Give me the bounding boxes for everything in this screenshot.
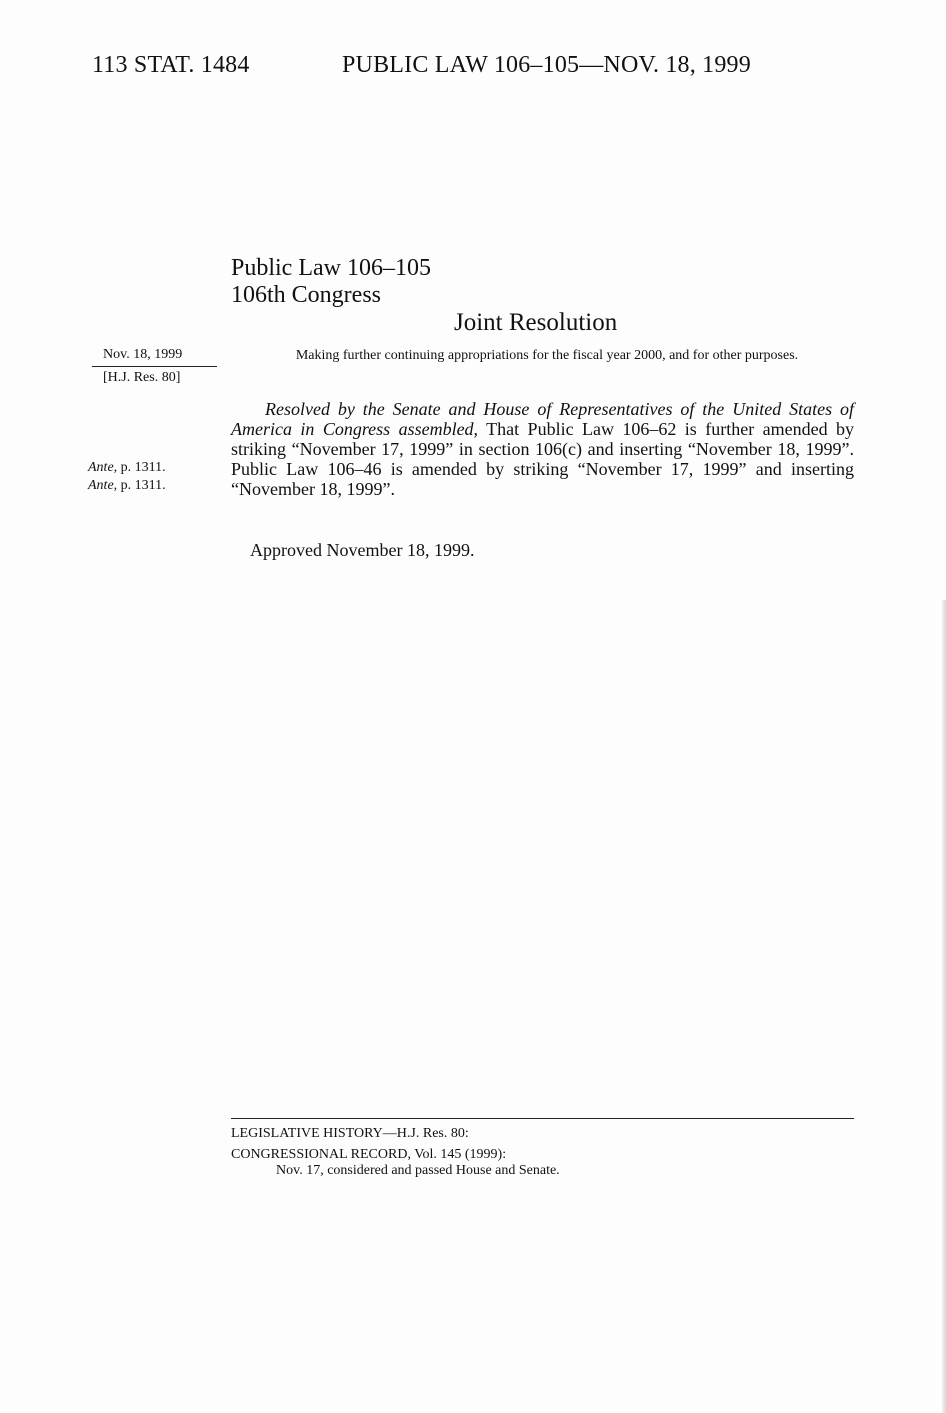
document-type-heading: Joint Resolution xyxy=(454,309,618,336)
margin-bill-number: [H.J. Res. 80] xyxy=(103,370,181,385)
margin-note xyxy=(88,478,166,494)
margin-note-page: p. 1311. xyxy=(117,478,166,493)
stat-citation: 113 STAT. 1484 xyxy=(92,52,250,78)
running-head-title: PUBLIC LAW 106–105—NOV. 18, 1999 xyxy=(342,52,751,78)
margin-note xyxy=(88,460,166,476)
law-number: Public Law 106–105 xyxy=(231,255,431,281)
margin-date: Nov. 18, 1999 xyxy=(103,347,183,362)
margin-divider xyxy=(92,366,217,367)
congressional-record-line: CONGRESSIONAL RECORD, Vol. 145 (1999): xyxy=(231,1147,507,1162)
approval-date: Approved November 18, 1999. xyxy=(250,540,475,560)
resolution-body xyxy=(231,399,854,499)
purpose-statement: Making further continuing appropriations for the fiscal year 2000, and for other purposes. xyxy=(295,348,799,363)
history-action-line: Nov. 17, considered and passed House and Senate. xyxy=(276,1163,560,1178)
enacting-clause: Resolved by the Senate and House of Representatives of the United States of America in Congress assembled, xyxy=(231,399,854,439)
margin-note-page: p. 1311. xyxy=(117,460,166,475)
footnote-divider xyxy=(231,1118,854,1119)
margin-note-ante: Ante, xyxy=(88,460,118,475)
page-edge-shadow xyxy=(942,600,946,1413)
legislative-history-title: LEGISLATIVE HISTORY—H.J. Res. 80: xyxy=(231,1126,469,1141)
congress-label: 106th Congress xyxy=(231,282,381,308)
margin-note-ante: Ante, xyxy=(88,478,118,493)
resolution-text: That Public Law 106–62 is further amended by striking “November 17, 1999” in section 106(c) and inserting “November 18, 1999”. Public Law 106–46 is amended by striking “November 17, 1999” and inserting “November 18, 1999”. xyxy=(231,419,854,499)
